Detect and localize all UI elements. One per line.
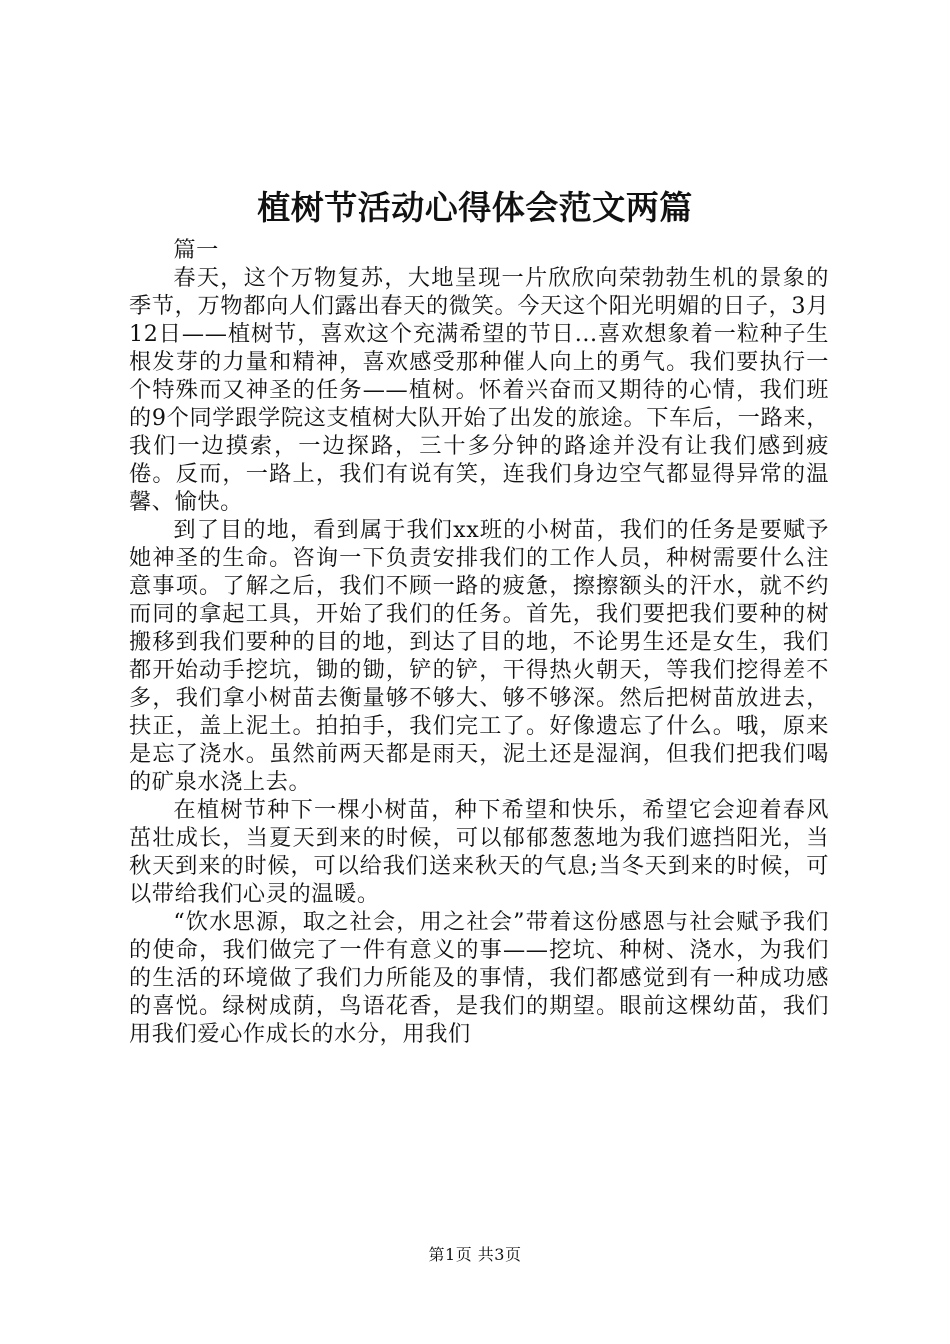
- paragraph-3: 在植树节种下一棵小树苗，种下希望和快乐，希望它会迎着春风茁壮成长，当夏天到来的时候，可以郁郁葱葱地为我们遮挡阳光，当秋天到来的时候，可以给我们送来秋天的气息;当冬天到来的时候，可以带给我们心灵的温暖。: [129, 797, 829, 907]
- paragraph-4: “饮水思源，取之社会，用之社会”带着这份感恩与社会赋予我们的使命，我们做完了一件有意义的事——挖坑、种树、浇水，为我们的生活的环境做了我们力所能及的事情，我们都感觉到有一种成功感的喜悦。绿树成荫，鸟语花香，是我们的期望。眼前这棵幼苗，我们用我们爱心作成长的水分，用我们: [129, 909, 829, 1047]
- document-body: [129, 236, 829, 1048]
- section-label: 篇一: [173, 237, 219, 263]
- page-footer: 第1页 共3页: [428, 1245, 522, 1264]
- paragraph-1: 春天，这个万物复苏，大地呈现一片欣欣向荣勃勃生机的景象的季节，万物都向人们露出春天的微笑。今天这个阳光明媚的日子，3月12日——植树节，喜欢这个充满希望的节日...喜欢想象着一粒种子生根发芽的力量和精神，喜欢感受那种催人向上的勇气。我们要执行一个特殊而又神圣的任务——植树。怀着兴奋而又期待的心情，我们班的9个同学跟学院这支植树大队开始了出发的旅途。下车后，一路来，我们一边摸索，一边探路，三十多分钟的路途并没有让我们感到疲倦。反而，一路上，我们有说有笑，连我们身边空气都显得异常的温馨、愉快。: [129, 265, 829, 515]
- document-title: 植树节活动心得体会范文两篇: [257, 188, 693, 227]
- paragraph-2: 到了目的地，看到属于我们xx班的小树苗，我们的任务是要赋予她神圣的生命。咨询一下负责安排我们的工作人员，种树需要什么注意事项。了解之后，我们不顾一路的疲惫，擦擦额头的汗水，就不约而同的拿起工具，开始了我们的任务。首先，我们要把我们要种的树搬移到我们要种的目的地，到达了目的地，不论男生还是女生，我们都开始动手挖坑，锄的锄，铲的铲，干得热火朝天，等我们挖得差不多，我们拿小树苗去衡量够不够大、够不够深。然后把树苗放进去，扶正，盖上泥土。拍拍手，我们完工了。好像遗忘了什么。哦，原来是忘了浇水。虽然前两天都是雨天，泥土还是湿润，但我们把我们喝的矿泉水浇上去。: [129, 517, 829, 795]
